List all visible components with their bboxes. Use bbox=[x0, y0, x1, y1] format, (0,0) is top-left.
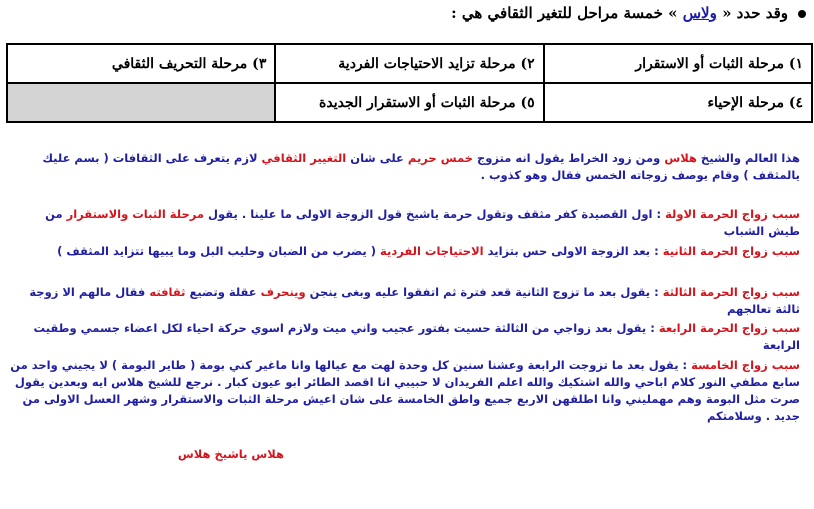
intro-text-1: هذا العالم والشيخ bbox=[700, 151, 800, 165]
reason-label: سبب زواج الحرمة الثانية bbox=[662, 244, 800, 258]
reason-text: : اول القصيدة كفر مثقف وتقول حرمة ياشيخ قول الزوجة الاولى ما علينا . يقول bbox=[208, 207, 662, 221]
bullet-icon bbox=[798, 10, 806, 18]
reason-text: : يقول بعد ما تزوجت الرابعة وعشنا سنين كل وحدة لهت مع عيالها وانا ماغير كني بومة ( طاير البومة ) لا يجيني واحد من سابع مطفي النور كلام اباحي والله اشتكيك والله اعلم الفريدان لا حبيبي انا اقصد الطائر ابو عيون كبار . نرجع للشيخ هلاس ايه وبعدين يقول صرت مثل البومة وهم مهمليني وانا اطلقهن الاربع جميع واطق الخامسة على شان اعيش مرحلة الثبات والاستقرار وشهر العسل الاولى من جديد . وسلامتكم bbox=[10, 358, 800, 423]
stage-cell-5: ٥) مرحلة الثبات أو الاستقرار الجديدة bbox=[275, 83, 543, 122]
signature: هلاس ياشيخ هلاس bbox=[177, 447, 284, 461]
intro-cultural-change: التغيير الثقافي bbox=[261, 151, 347, 165]
reason-highlight: وينحرف bbox=[260, 285, 306, 299]
reason-highlight: ثقافته bbox=[149, 285, 186, 299]
reason-text: من طيش الشباب bbox=[45, 207, 800, 238]
intro-text-2: ومن زود الخراط يقول انه متزوج bbox=[476, 151, 661, 165]
reason-text: عقلة وتضيع bbox=[189, 285, 257, 299]
reason-text: فقال مالهم الا زوجة ثالثة تعالجهم bbox=[29, 285, 800, 316]
stage-cell-3: ٣) مرحلة التحريف الثقافي bbox=[7, 44, 275, 83]
reason-text: : يقول بعد ما تزوج الثانية قعد فترة ثم اتفقوا عليه وبغى ينجن bbox=[309, 285, 659, 299]
reason-paragraph-5 bbox=[10, 357, 800, 425]
intro-five-wives: خمس حريم bbox=[407, 151, 473, 165]
empty-cell bbox=[7, 83, 275, 122]
reason-label: سبب زواج الخامسة bbox=[691, 358, 800, 372]
reason-label: سبب زواج الحرمة الرابعة bbox=[658, 321, 800, 335]
intro-paragraph bbox=[10, 150, 800, 184]
table-row bbox=[7, 44, 812, 83]
heading-suffix: » خمسة مراحل للتغير الثقافي هي : bbox=[451, 4, 678, 22]
reason-highlight: مرحلة الثبات والاستقرار bbox=[66, 207, 205, 221]
wallace-link[interactable]: ولاس bbox=[682, 4, 717, 22]
intro-text-4: لازم يتعرف على الثقافات ( بسم عليك يالمثقف ) وقام يوصف زوجاته الخمس فقال وهو كذوب . bbox=[42, 151, 800, 182]
reason-paragraph-1 bbox=[10, 206, 800, 240]
heading-prefix: وقد حدد « bbox=[722, 4, 788, 22]
stages-table bbox=[6, 43, 813, 123]
table-row bbox=[7, 83, 812, 122]
intro-text-3: على شان bbox=[350, 151, 404, 165]
intro-name: هلاس bbox=[664, 151, 697, 165]
reason-paragraph-3 bbox=[10, 284, 800, 318]
reason-text: : بعد الزوجة الاولى حس بتزايد bbox=[487, 244, 659, 258]
reason-paragraph-2 bbox=[10, 243, 800, 260]
reason-label: سبب زواج الحرمة الاولة bbox=[665, 207, 800, 221]
reason-text: ( يضرب من الضبان وحليب البل وما يبيها تتزايد المثقف ) bbox=[57, 244, 377, 258]
stage-cell-1: ١) مرحلة الثبات أو الاستقرار bbox=[544, 44, 812, 83]
reason-highlight: الاحتياجات الفردية bbox=[380, 244, 484, 258]
stage-cell-2: ٢) مرحلة تزايد الاحتياجات الفردية bbox=[275, 44, 543, 83]
reason-paragraph-4 bbox=[10, 320, 800, 354]
reason-text: : يقول بعد زواجي من الثالثة حسيت بفتور عجيب واني ميت ولازم اسوي حركة احياء لكل اعضاء جسمي وطقيت الرابعة bbox=[33, 321, 800, 352]
heading-line bbox=[8, 4, 806, 22]
reason-label: سبب زواج الحرمة الثالثة bbox=[662, 285, 800, 299]
stage-cell-4: ٤) مرحلة الإحياء bbox=[544, 83, 812, 122]
